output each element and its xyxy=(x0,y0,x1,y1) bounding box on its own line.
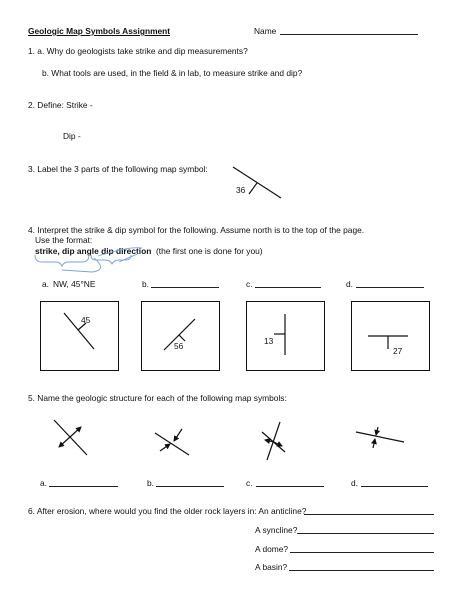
q4a-dip-value: 45 xyxy=(81,315,91,325)
q4b-dip-value: 56 xyxy=(174,341,184,351)
question-6: 6. After erosion, where would you find the older rock layers in: An anticline? xyxy=(28,506,307,516)
q4c-label: c. xyxy=(246,279,253,289)
question-1a: 1. a. Why do geologists take strike and dip measurements? xyxy=(28,46,248,56)
question-4-format-label: Use the format: xyxy=(35,235,93,245)
q5d-basin-symbol xyxy=(356,427,404,448)
q5c-dome-symbol xyxy=(262,422,285,460)
q5c-label: c. xyxy=(246,478,253,488)
q5b-label: b. xyxy=(147,478,154,488)
q4a-strike-dip-symbol xyxy=(64,313,94,349)
question-2-strike: 2. Define: Strike - xyxy=(28,100,93,110)
question-3: 3. Label the 3 parts of the following map symbol: xyxy=(28,164,208,174)
q5a-anticline-symbol xyxy=(54,420,87,455)
q4c-dip-value: 13 xyxy=(264,336,274,346)
q5b-syncline-symbol xyxy=(155,429,189,455)
q4b-strike-dip-symbol xyxy=(164,319,195,350)
question-1b: b. What tools are used, in the field & in lab, to measure strike and dip? xyxy=(42,68,303,78)
format-brace-annotations xyxy=(35,248,142,272)
format-example: strike, dip angle dip direction xyxy=(35,246,152,256)
page-title: Geologic Map Symbols Assignment xyxy=(28,26,171,36)
q5a-label: a. xyxy=(40,478,47,488)
q6-dome-label: A dome? xyxy=(255,544,289,554)
q4b-label: b. xyxy=(142,279,149,289)
q6-basin-label: A basin? xyxy=(255,562,288,572)
q4d-label: d. xyxy=(346,279,353,289)
question-5: 5. Name the geologic structure for each of the following map symbols: xyxy=(28,393,287,403)
q6-syncline-label: A syncline? xyxy=(255,525,298,535)
q4a-answer: NW, 45°NE xyxy=(53,279,96,289)
q3-strike-dip-symbol xyxy=(233,167,281,198)
q4d-dip-value: 27 xyxy=(393,346,403,356)
q3-symbol-dip-value: 36 xyxy=(236,185,246,195)
q4c-strike-dip-symbol xyxy=(274,314,285,355)
q4a-label: a. xyxy=(42,279,49,289)
format-note: (the first one is done for you) xyxy=(156,246,263,256)
q5d-label: d. xyxy=(351,478,358,488)
name-label: Name xyxy=(254,26,277,36)
q4d-strike-dip-symbol xyxy=(368,336,408,349)
question-2-dip: Dip - xyxy=(63,131,81,141)
question-4: 4. Interpret the strike & dip symbol for the following. Assume north is to the top of the page. xyxy=(28,225,365,235)
